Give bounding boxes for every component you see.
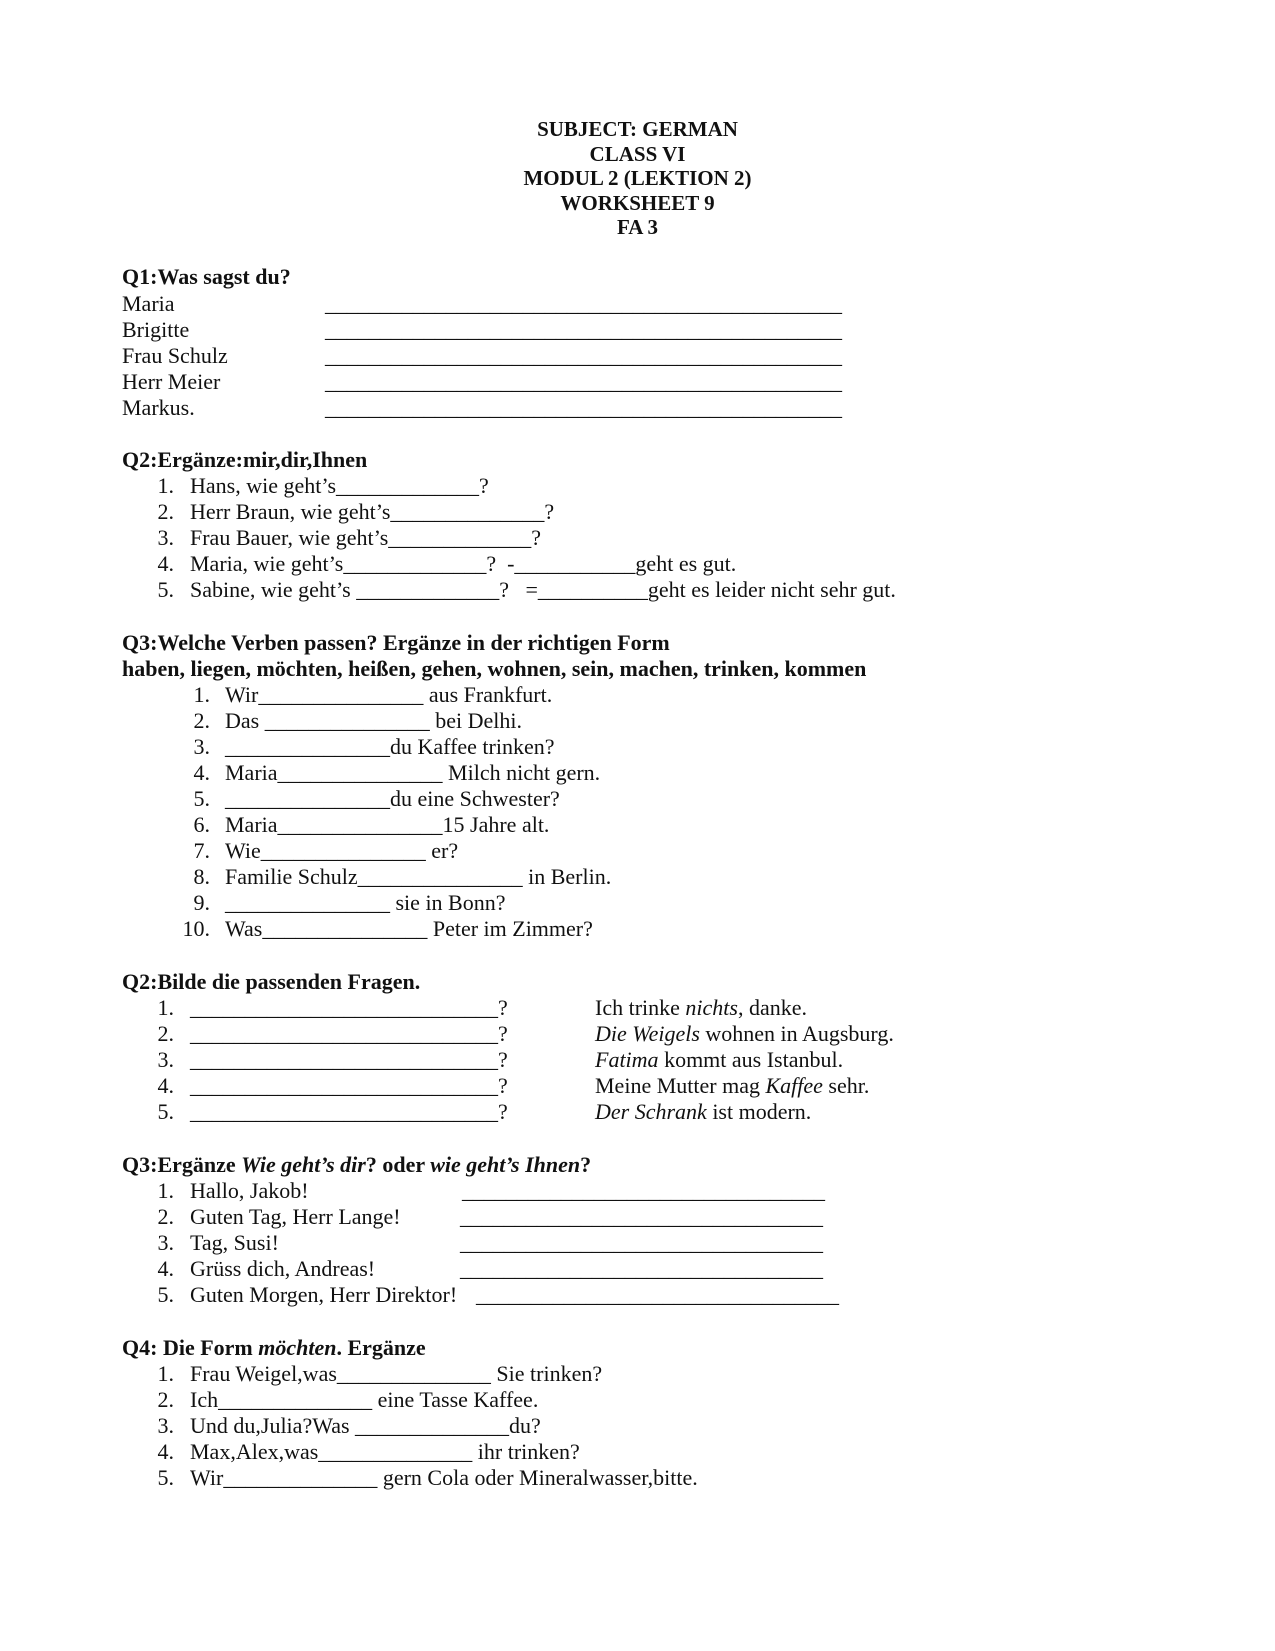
q1-name: Maria	[122, 291, 175, 316]
q1-answer-blank[interactable]: _______________________________________________	[325, 343, 842, 368]
q2-title: Q2:Ergänze:mir,dir,Ihnen	[122, 447, 368, 472]
q1-answer-blank[interactable]: _______________________________________________	[325, 395, 842, 420]
q3-item[interactable]: Wir_______________ aus Frankfurt.	[225, 682, 553, 707]
item-number: 1.	[157, 1178, 174, 1203]
item-number: 3.	[193, 734, 210, 759]
item-number: 3.	[157, 525, 174, 550]
q3b-greeting: Guten Morgen, Herr Direktor!	[190, 1282, 458, 1307]
item-number: 4.	[157, 1073, 174, 1098]
q2b-answer: Die Weigels wohnen in Augsburg.	[595, 1021, 894, 1046]
item-number: 2.	[193, 708, 210, 733]
q3-item[interactable]: Maria_______________ Milch nicht gern.	[225, 760, 601, 785]
q2b-question-blank[interactable]: ____________________________?	[190, 1047, 508, 1072]
q2b-title: Q2:Bilde die passenden Fragen.	[122, 969, 421, 994]
q3b-answer-blank[interactable]: _________________________________	[460, 1230, 823, 1255]
q2b-question-blank[interactable]: ____________________________?	[190, 1021, 508, 1046]
q2-item[interactable]: Maria, wie geht’s_____________? -___________geht es gut.	[190, 551, 737, 576]
q2b-question-blank[interactable]: ____________________________?	[190, 1099, 508, 1124]
q2b-question-blank[interactable]: ____________________________?	[190, 1073, 508, 1098]
q4-item[interactable]: Frau Weigel,was______________ Sie trinken?	[190, 1361, 603, 1386]
q2-item[interactable]: Herr Braun, wie geht’s______________?	[190, 499, 555, 524]
item-number: 6.	[193, 812, 210, 837]
item-number: 10.	[182, 916, 210, 941]
item-number: 5.	[193, 786, 210, 811]
q3-item[interactable]: Maria_______________15 Jahre alt.	[225, 812, 550, 837]
item-number: 4.	[157, 1439, 174, 1464]
q2-item[interactable]: Hans, wie geht’s_____________?	[190, 473, 489, 498]
q2-item[interactable]: Frau Bauer, wie geht’s_____________?	[190, 525, 542, 550]
q2b-answer: Meine Mutter mag Kaffee sehr.	[595, 1073, 870, 1098]
item-number: 4.	[157, 551, 174, 576]
item-number: 5.	[157, 1099, 174, 1124]
q3-title: Q3:Welche Verben passen? Ergänze in der richtigen Form	[122, 630, 670, 655]
q2b-answer: Der Schrank ist modern.	[595, 1099, 812, 1124]
worksheet-line: WORKSHEET 9	[560, 190, 715, 215]
q1-name: Brigitte	[122, 317, 190, 342]
q3b-answer-blank[interactable]: _________________________________	[460, 1256, 823, 1281]
q3b-answer-blank[interactable]: _________________________________	[460, 1204, 823, 1229]
q4-title: Q4: Die Form möchten. Ergänze	[122, 1335, 426, 1360]
item-number: 5.	[157, 1465, 174, 1490]
q4-item[interactable]: Und du,Julia?Was ______________du?	[190, 1413, 541, 1438]
q2b-answer: Fatima kommt aus Istanbul.	[595, 1047, 844, 1072]
fa-line: FA 3	[616, 215, 659, 239]
q1-answer-blank[interactable]: _______________________________________________	[325, 291, 842, 316]
worksheet-header	[0, 117, 1275, 240]
item-number: 2.	[157, 1021, 174, 1046]
q3-item[interactable]: _______________ sie in Bonn?	[225, 890, 506, 915]
q3b-greeting: Hallo, Jakob!	[190, 1178, 309, 1203]
item-number: 4.	[157, 1256, 174, 1281]
q1-name: Frau Schulz	[122, 343, 228, 368]
subject-line: SUBJECT: GERMAN	[537, 117, 738, 141]
item-number: 3.	[157, 1047, 174, 1072]
item-number: 2.	[157, 499, 174, 524]
class-line: CLASS VI	[589, 141, 686, 166]
q1-answer-blank[interactable]: _______________________________________________	[325, 317, 842, 342]
q1-name: Herr Meier	[122, 369, 221, 394]
item-number: 8.	[193, 864, 210, 889]
q4-item[interactable]: Max,Alex,was______________ ihr trinken?	[190, 1439, 580, 1464]
item-number: 1.	[157, 473, 174, 498]
q2b-question-blank[interactable]: ____________________________?	[190, 995, 508, 1020]
item-number: 3.	[157, 1413, 174, 1438]
item-number: 7.	[193, 838, 210, 863]
q4-item[interactable]: Wir______________ gern Cola oder Mineralwasser,bitte.	[190, 1465, 698, 1490]
q3-item[interactable]: Was_______________ Peter im Zimmer?	[225, 916, 593, 941]
q3-item[interactable]: Das _______________ bei Delhi.	[225, 708, 522, 733]
item-number: 3.	[157, 1230, 174, 1255]
q3-item[interactable]: Wie_______________ er?	[225, 838, 459, 863]
q4-item[interactable]: Ich______________ eine Tasse Kaffee.	[190, 1387, 539, 1412]
q3b-greeting: Tag, Susi!	[190, 1230, 279, 1255]
item-number: 1.	[157, 995, 174, 1020]
q3-item[interactable]: _______________du eine Schwester?	[225, 786, 560, 811]
modul-line: MODUL 2 (LEKTION 2)	[523, 166, 752, 190]
item-number: 2.	[157, 1387, 174, 1412]
item-number: 4.	[193, 760, 210, 785]
q3b-greeting: Grüss dich, Andreas!	[190, 1256, 376, 1281]
q3b-greeting: Guten Tag, Herr Lange!	[190, 1204, 401, 1229]
q2b-answer: Ich trinke nichts, danke.	[595, 995, 807, 1020]
item-number: 1.	[157, 1361, 174, 1386]
q3b-answer-blank[interactable]: _________________________________	[462, 1178, 825, 1203]
q1-answer-blank[interactable]: _______________________________________________	[325, 369, 842, 394]
item-number: 2.	[157, 1204, 174, 1229]
q2-item[interactable]: Sabine, wie geht’s _____________? =__________geht es leider nicht sehr gut.	[190, 577, 896, 602]
item-number: 9.	[193, 890, 210, 915]
q1-title: Q1:Was sagst du?	[122, 264, 291, 289]
item-number: 5.	[157, 577, 174, 602]
q3-item[interactable]: Familie Schulz_______________ in Berlin.	[225, 864, 612, 889]
q1-name: Markus.	[122, 395, 195, 420]
item-number: 1.	[193, 682, 210, 707]
q3b-answer-blank[interactable]: _________________________________	[476, 1282, 839, 1307]
q3-verb-list: haben, liegen, möchten, heißen, gehen, wohnen, sein, machen, trinken, kommen	[122, 656, 867, 681]
q3b-title: Q3:Ergänze Wie geht’s dir? oder wie geht’s Ihnen?	[122, 1152, 592, 1177]
q3-item[interactable]: _______________du Kaffee trinken?	[225, 734, 555, 759]
item-number: 5.	[157, 1282, 174, 1307]
